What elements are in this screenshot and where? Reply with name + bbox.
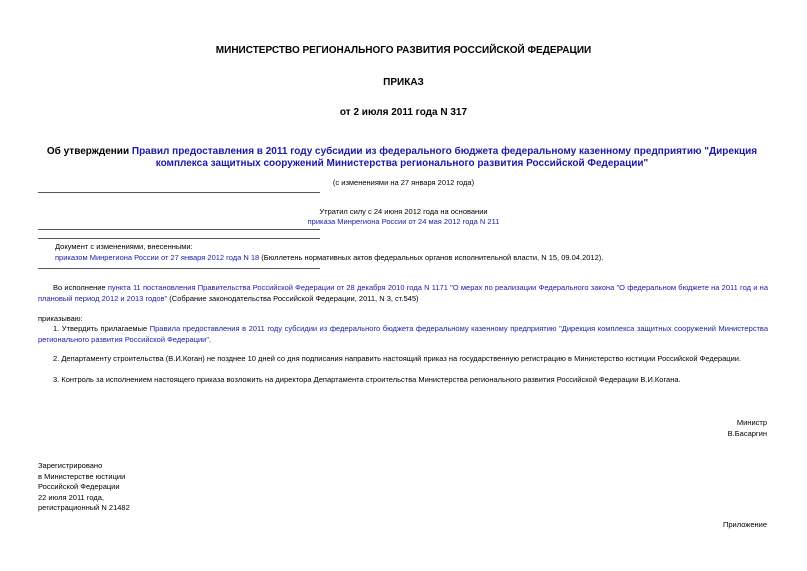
document-title	[34, 146, 770, 170]
signature-role: Министр	[736, 418, 767, 427]
doc-type-heading: ПРИКАЗ	[383, 77, 424, 88]
registration-block	[38, 461, 130, 514]
item-1	[38, 323, 768, 345]
title-rules-link[interactable]: Правил предоставления в 2011 году субсидии из федерального бюджета федеральному казенному предприятию "Дирекция комплекса защитных сооружений Министерства регионального развития Российской Федерации"	[131, 146, 758, 169]
changes-order-link[interactable]: приказом Минрегиона России от 27 января 2012 года N 18	[55, 253, 260, 262]
item-2: 2. Департаменту строительства (В.И.Коган) не позднее 10 дней со дня подписания направить настоящий приказ на государственную регистрацию в Министерство юстиции Российской Федерации.	[53, 354, 742, 363]
preamble-before: Во исполнение	[53, 283, 108, 292]
amended-note: (с изменениями на 27 января 2012 года)	[332, 178, 475, 187]
preamble-paragraph	[38, 282, 768, 304]
changes-source: (Бюллетень нормативных актов федеральных органов исполнительной власти, N 15, 09.04.2012).	[259, 253, 604, 262]
ministry-heading: МИНИСТЕРСТВО РЕГИОНАЛЬНОГО РАЗВИТИЯ РОССИЙСКОЙ ФЕДЕРАЦИИ	[215, 45, 592, 56]
registration-line: Российской Федерации	[38, 482, 120, 491]
divider	[38, 238, 320, 239]
registration-line: в Министерстве юстиции	[38, 471, 126, 481]
date-number-heading: от 2 июля 2011 года N 317	[339, 107, 468, 118]
signature-name: В.Басаргин	[727, 429, 767, 438]
appendix-label: Приложение	[723, 520, 767, 529]
item-1-rules-link[interactable]: Правила предоставления в 2011 году субсидии из федерального бюджета федеральному казенному предприятию "Дирекция комплекса защитных сооружений Министерства регионального развития Российской Федерации"	[38, 324, 768, 344]
title-prefix: Об утверждении	[46, 146, 132, 157]
registration-line: регистрационный N 21482	[38, 503, 130, 512]
order-word: приказываю:	[38, 314, 83, 323]
divider	[38, 192, 320, 193]
changes-label: Документ с изменениями, внесенными:	[55, 242, 193, 251]
registration-line: Зарегистрировано	[38, 461, 103, 470]
expired-note: Утратил силу с 24 июня 2012 года на основании	[319, 207, 488, 216]
divider	[38, 268, 320, 269]
registration-line: 22 июля 2011 года,	[38, 492, 105, 502]
item-1-before: 1. Утвердить прилагаемые	[53, 324, 150, 333]
preamble-decree-link[interactable]: пункта 11 постановления Правительства Российской Федерации от 28 декабря 2010 года N 1171 "О мерах по реализации Федерального закона "О федеральном бюджете на 2011 год и на плановый период 2012 и 2013 годов"	[38, 283, 768, 303]
item-1-after: .	[209, 335, 212, 344]
preamble-after: (Собрание законодательства Российской Федерации, 2011, N 3, ст.545)	[167, 294, 419, 303]
item-3: 3. Контроль за исполнением настоящего приказа возложить на директора Департамента строительства Министерства регионального развития Российской Федерации В.И.Когана.	[53, 375, 681, 384]
changes-line	[55, 253, 775, 263]
divider	[38, 229, 320, 230]
expired-order-link[interactable]: приказа Минрегиона России от 24 мая 2012 года N 211	[307, 217, 500, 226]
